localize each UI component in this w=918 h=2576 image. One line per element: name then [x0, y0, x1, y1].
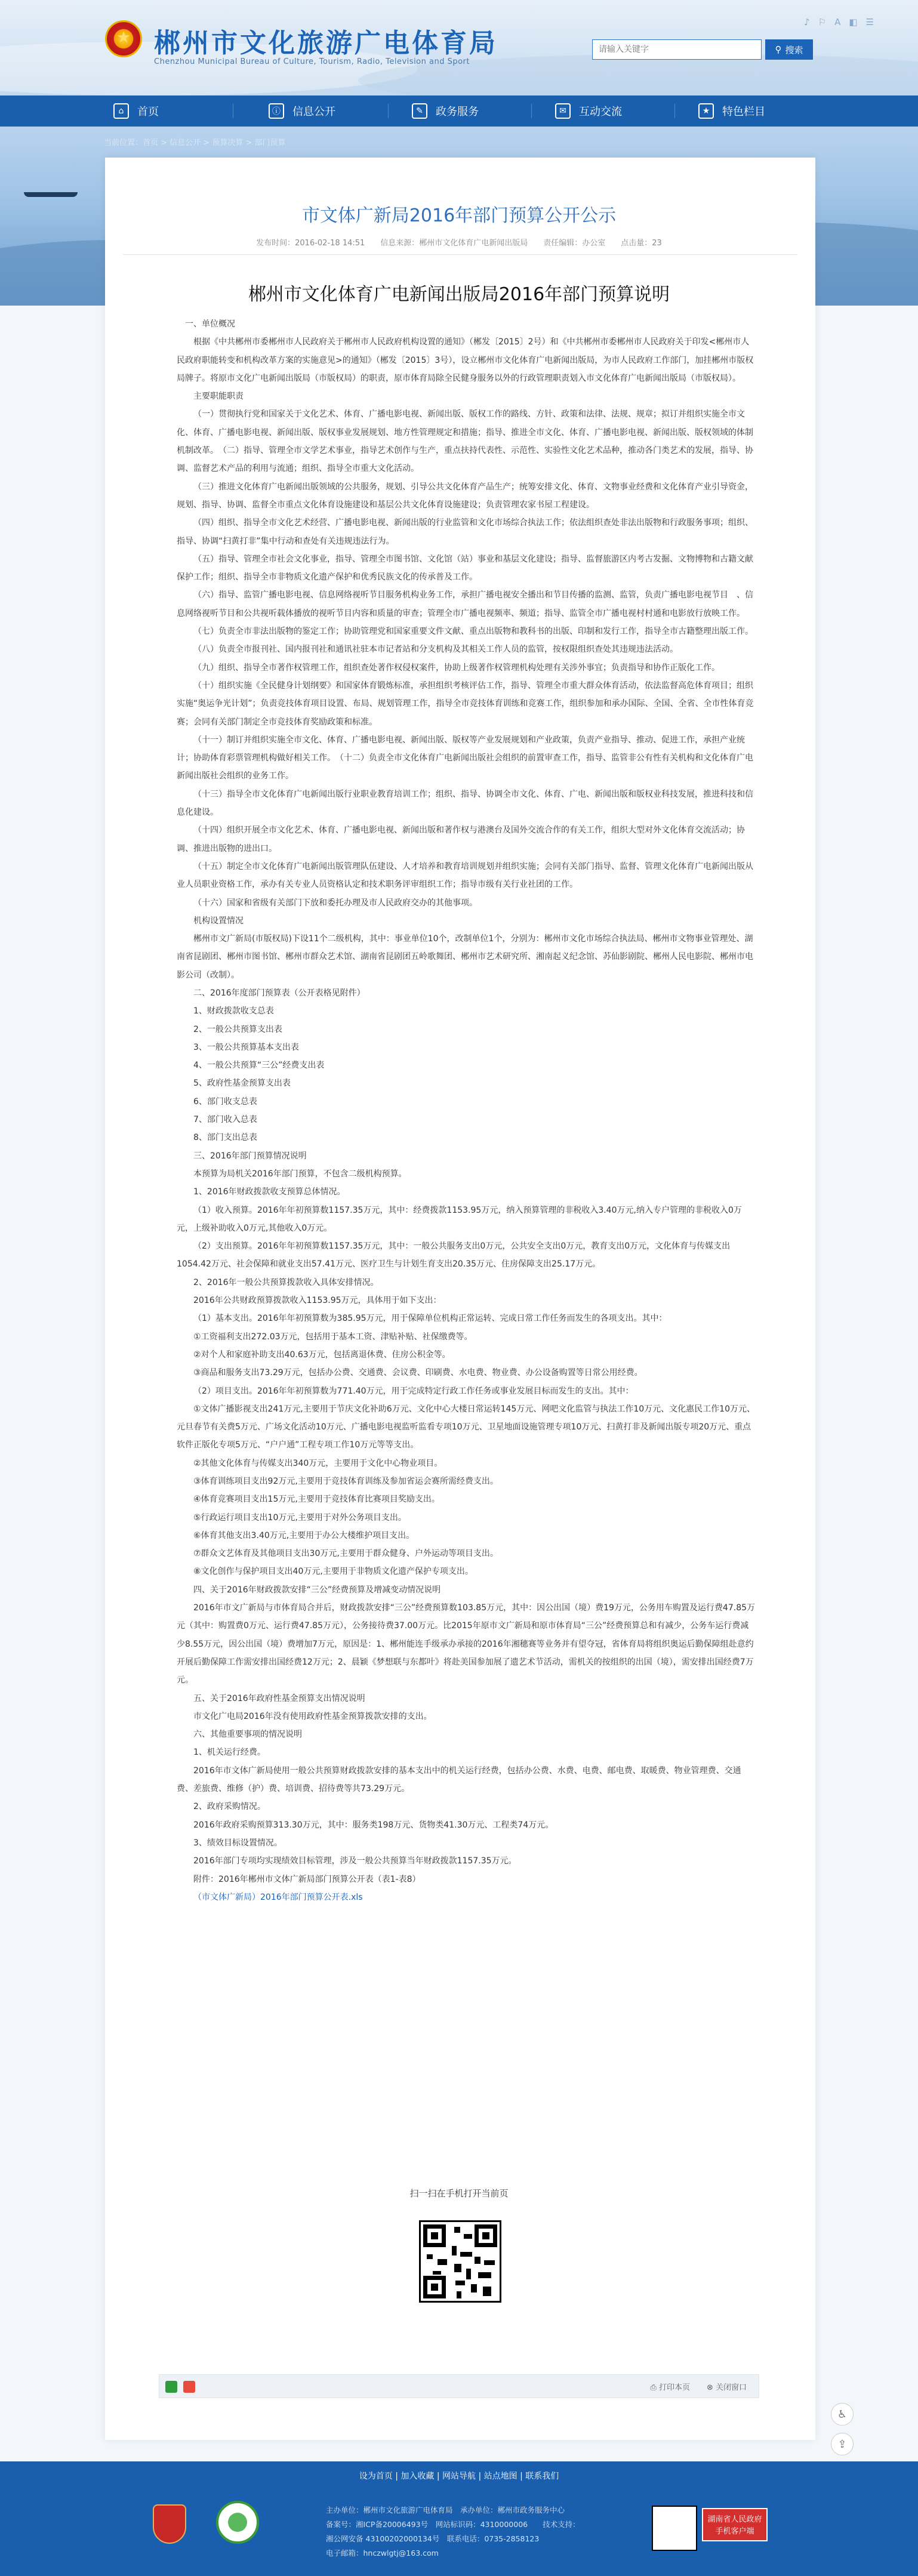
- article-paragraph: 2、政府采购情况。: [193, 1802, 266, 1812]
- nav-label: 政务服务: [436, 106, 479, 118]
- article-meta: 发布时间：2016-02-18 14:51 信息来源：郴州市文化体育广电新闻出版局 责任编辑：办公室 点击量：23: [256, 239, 662, 248]
- article-paragraph: （七）负责全市非法出版物的鉴定工作；协助管理党和国家重要文件文献、重点出版物和教科书的出版、印制和发行工作，指导全市古籍整理出版工作。: [193, 627, 753, 637]
- article-paragraph: 5、政府性基金预算支出表: [193, 1079, 291, 1089]
- nav-label: 特色栏目: [722, 106, 765, 118]
- accessibility-icon[interactable]: ♿: [831, 2403, 854, 2426]
- feature-icon: ★: [698, 103, 714, 119]
- article-paragraph: ①文体广播影视支出241万元,主要用于节庆文化补助6万元、文化中心大楼日常运转145万元、网吧文化监管与执法工作10万元、文化惠民工作10万元、元旦春节有关费5万元、广场文化活动10万元、广播电影电视监听监看专项10万元、卫星地面设施管理专项10万元、扫黄打非及新闻出版专项20万元、重点软件正版化专项5万元、“户户通”工程专项工作10万元等等支出。: [177, 1404, 755, 1450]
- article-paragraph: 主要职能职责: [193, 392, 244, 402]
- boat-decoration: [24, 192, 78, 197]
- nav-featured[interactable]: [698, 95, 765, 127]
- gov-app-label: 湖南省人民政府: [707, 2515, 762, 2524]
- nav-label: 互动交流: [579, 106, 622, 118]
- close-label: 关闭窗口: [715, 2383, 747, 2392]
- nav-label: 首页: [137, 106, 159, 118]
- header: [0, 0, 918, 95]
- article-paragraph: 四、关于2016年财政拨款安排“三公”经费预算及增减变动情况说明: [193, 1585, 441, 1595]
- article-paragraph: 市文化广电局2016年没有使用政府性基金预算拨款安排的支出。: [193, 1711, 432, 1721]
- article-paragraph: ①工资福利支出272.03万元，包括用于基本工资、津贴补贴、社保缴费等。: [193, 1332, 473, 1342]
- article-paragraph: 二、2016年度部门预算表（公开表格见附件）: [193, 988, 365, 998]
- article-paragraph: ②对个人和家庭补助支出40.63万元，包括离退休费、住房公积金等。: [193, 1349, 451, 1360]
- breadcrumb[interactable]: 当前位置：首页 > 信息公开 > 预算决算 > 部门预算: [104, 138, 286, 147]
- article-paragraph: （六）指导、监管广播电影电视、信息网络视听节目服务机构业务工作，承担广播电视安全播出和节目传播的监测、监管，负责广播电影电视节目 、信息网络视听节目和公共视听载体播放的视听节目内容和质量的审查；管理全市广播电视频率、频道；指导、监管全市广播电视村村通和电影放行放映工作。: [177, 590, 753, 618]
- tool-links: [650, 2381, 747, 2392]
- police-badge-icon[interactable]: [153, 2504, 186, 2544]
- flag-icon[interactable]: ⚐: [818, 17, 827, 27]
- article-body: [177, 315, 756, 1906]
- qr-finder: [423, 2276, 446, 2298]
- article-paragraph: （三）推进文化体育广电新闻出版领域的公共服务，规划、引导公共文化体育产品生产；统筹安排文化、体育、文物事业经费和文化体育产业引导资金，规划、指导、协调、监督全市重点文化体育设施建设和基层公共文化体育设施建设；负责管理农家书屋工程建设。: [177, 482, 753, 510]
- weibo-share-icon[interactable]: [183, 2381, 195, 2393]
- home-icon: ⌂: [113, 103, 129, 119]
- nav-divider: [531, 104, 532, 118]
- search-input[interactable]: [592, 39, 762, 60]
- article-paragraph: （一）贯彻执行党和国家关于文化艺术、体育、广播电影电视、新闻出版、版权工作的路线、方针、政策和法律、法规、规章；拟订并组织实施全市文化、体育、广播电影电视、新闻出版、版权事业发展规划、地方性管理规定和措施；指导、推进全市文化、体育、广播电影电视、新闻出版、版权领域的体制机制改革。 （二）指导、管理全市文学艺术事业，指导艺术创作与生产，重点扶持代表性、示范性、实验性文化艺术品种，推动各门类艺术的发展，指导、协调、监督艺术产品的利用与流通；组织、指导全市重大文化活动。: [177, 409, 753, 474]
- article-paragraph: 五、关于2016年政府性基金预算支出情况说明: [193, 1693, 365, 1703]
- article-paragraph: 7、部门收入总表: [193, 1115, 257, 1125]
- contrast-icon[interactable]: ◧: [849, 17, 858, 27]
- article-paragraph: （十六）国家和省级有关部门下放和委托办理及市人民政府交办的其他事项。: [193, 898, 478, 908]
- article-paragraph: （四）组织、指导全市文化艺术经营、广播电影电视、新闻出版的行业监管和文化市场综合执法工作；依法组织查处非法出版物和行政服务事项；组织、指导、协调“扫黄打非”集中行动和查处有关违规违法行为。: [177, 518, 753, 546]
- nav-label: 信息公开: [292, 106, 335, 118]
- article-paragraph: ③商品和服务支出73.29万元，包括办公费、交通费、会议费、印刷费、水电费、物业费、办公设备购置等日常公用经费。: [193, 1368, 643, 1378]
- share-icon[interactable]: ⇪: [831, 2433, 854, 2455]
- nav-info-disclosure[interactable]: [269, 95, 335, 127]
- footer-police-record: 湘公网安备 43100202000134号 联系电话：0735-2858123: [326, 2534, 540, 2543]
- print-label: 打印本页: [658, 2383, 690, 2392]
- article-paragraph: ⑧文化创作与保护项目支出40万元,主要用于非物质文化遗产保护专项支出。: [193, 1567, 473, 1577]
- print-button[interactable]: ⎙ 打印本页: [650, 2383, 690, 2392]
- footer-links[interactable]: 设为首页 | 加入收藏 | 网站导航 | 站点地图 | 联系我们: [359, 2472, 559, 2481]
- article-paragraph: 3、绩效目标设置情况。: [193, 1838, 282, 1848]
- music-icon[interactable]: ♪: [804, 17, 810, 27]
- footer-icp: 备案号：湘ICP备20006493号 网站标识码：4310000006 技术支持：: [326, 2520, 580, 2529]
- attachment-link[interactable]: （市文体广新局）2016年部门预算公开表.xls: [193, 1892, 363, 1902]
- top-links: [804, 17, 874, 27]
- footer-qr-code: [653, 2507, 696, 2550]
- chat-icon: ✉: [555, 103, 571, 119]
- nav-gov-service[interactable]: [412, 95, 479, 127]
- article-paragraph: 4、一般公共预算“三公”经费支出表: [193, 1061, 325, 1071]
- info-icon: ⓘ: [269, 103, 284, 119]
- site-title[interactable]: 郴州市文化旅游广电体育局: [154, 28, 498, 58]
- article-paragraph: 根据《中共郴州市委郴州市人民政府关于郴州市人民政府机构设置的通知》（郴发〔2015〕2号）和《中共郴州市委郴州市人民政府关于印发<郴州市人民政府职能转变和机构改革方案的实施意见>的通知》（郴发〔2015〕3号），设立郴州市文化体育广电新闻出版局，为市人民政府工作部门，加挂郴州市版权局牌子。将原市文化广电新闻出版局（市版权局）的职责，原市体育局除全民健身服务以外的行政管理职责划入市文化体育广电新闻出版局（市版权局）。: [177, 337, 754, 383]
- article-paragraph: 郴州市文广新局(市版权局)下设11个二级机构，其中：事业单位10个，改制单位1个，分别为：郴州市文化市场综合执法局、郴州市文物事业管理处、湖南省昆剧团、郴州市图书馆、郴州市群众艺术馆、湖南省昆剧团五岭歌舞团、郴州市艺术研究所、湘南起义纪念馆、苏仙影剧院、郴州人民电影院、郴州市电影公司（改制）。: [177, 934, 753, 980]
- font-size-icon[interactable]: A: [834, 17, 841, 27]
- article-paragraph: 六、其他重要事项的情况说明: [193, 1730, 302, 1740]
- qr-finder: [475, 2224, 497, 2247]
- article-tools: [159, 2374, 759, 2398]
- article-paragraph: ②其他文化体育与传媒支出340万元，主要用于文化中心物业项目。: [193, 1458, 443, 1468]
- article-paragraph: （十五）制定全市文化体育广电新闻出版管理队伍建设、人才培养和教育培训规划并组织实施；会同有关部门指导、监督、管理文化体育广电新闻出版从业人员职业资格工作，承办有关专业人员资格认定和技术职务评审组织工作；指导市级有关行业社团的工作。: [177, 861, 753, 890]
- article-paragraph: 1、财政拨款收支总表: [193, 1006, 274, 1016]
- article-title: 市文体广新局2016年部门预算公开公示: [301, 205, 617, 226]
- qr-code: [419, 2220, 501, 2303]
- article-paragraph: （九）组织、指导全市著作权管理工作，组织查处著作权侵权案件，协助上级著作权管理机构处理有关涉外事宜；负责指导和协作正版化工作。: [193, 663, 720, 673]
- article-paragraph: ⑥体育其他支出3.40万元,主要用于办公大楼维护项目支出。: [193, 1530, 415, 1540]
- qr-finder: [423, 2224, 446, 2247]
- gov-site-badge-icon[interactable]: [216, 2501, 259, 2544]
- article-paragraph: （2）支出预算。2016年年初预算数1157.35万元，其中：一般公共服务支出0万元，公共安全支出0万元，教育支出0万元，文化体育与传媒支出1054.42万元、社会保障和就业支出57.41万元、医疗卫生与计划生育支出20.35万元、住房保障支出25.17万元。: [177, 1241, 731, 1269]
- document-title: 郴州市文化体育广电新闻出版局2016年部门预算说明: [248, 284, 670, 305]
- article-paragraph: 2016年部门专项均实现绩效目标管理，涉及一般公共预算当年财政拨款1157.35万元。: [193, 1856, 517, 1866]
- divider: [123, 254, 797, 255]
- article-paragraph: 2、一般公共预算支出表: [193, 1024, 282, 1034]
- site-subtitle: Chenzhou Municipal Bureau of Culture, Tourism, Radio, Television and Sport: [154, 57, 470, 66]
- close-window-button[interactable]: ⊗ 关闭窗口: [706, 2383, 747, 2392]
- article-paragraph: （十三）指导全市文化体育广电新闻出版行业职业教育培训工作；组织、指导、协调全市文化、体育、广电、新闻出版和版权业科技发展，推进科技和信息化建设。: [177, 789, 753, 818]
- nav-divider: [674, 104, 675, 118]
- article-paragraph: 本预算为局机关2016年部门预算，不包含二级机构预算。: [193, 1169, 407, 1179]
- article-paragraph: 2016年市文体广新局使用一般公共预算财政拨款安排的基本支出中的机关运行经费，包括办公费、水费、电费、邮电费、取暖费、物业管理费、交通费、差旅费、维修（护）费、培训费、招待费等共73.29万元。: [177, 1765, 741, 1794]
- article-paragraph: 2016年市文广新局与市体育局合并后，财政拨款安排“三公”经费预算数103.85万元，其中：因公出国（境）费19万元，公务用车购置及运行费47.85万元（其中：购置费0万元、运行费47.85万元），公务接待费37.00万元。比2015年原市文广新局和原市体育局“三公”经费预算总和有减少，公务车运行费减少8.55万元，因公出国（境）费增加7万元，原因是：1、郴州能连手级承办承接的2016年湘穗赛等业务并有望夺冠，省体育局将组织奥运后勤保障组赴意约开展后勤保障工作需安排出国经费12万元；2、晨颖《梦想联与东都叶》将赴美国参加展了遗艺术节活动，需机关的按组织的出国（境），需安排出国经费7万元。: [177, 1603, 756, 1686]
- search-button[interactable]: [765, 39, 813, 60]
- qr-caption: 扫一扫在手机打开当前页: [409, 2188, 509, 2199]
- nav-divider: [388, 104, 389, 118]
- article-paragraph: 一、单位概况: [185, 319, 235, 329]
- article-paragraph: 2016年政府采购预算313.30万元，其中：服务类198万元、货物类41.30万元、工程类74万元。: [193, 1820, 554, 1830]
- article-paragraph: 8、部门支出总表: [193, 1133, 257, 1143]
- article-paragraph: 2016年公共财政预算拨款收入1153.95万元，具体用于如下支出：: [193, 1296, 442, 1306]
- article-paragraph: 6、部门收支总表: [193, 1096, 257, 1107]
- article-paragraph: （八）负责全市报刊社、国内报刊社和通讯社驻本市记者站和分支机构及其相关工作人员的监管，按权限组织查处其违规违法活动。: [193, 645, 678, 655]
- national-emblem-icon: [105, 20, 142, 57]
- article-paragraph: （十）组织实施《全民健身计划纲要》和国家体育锻炼标准，承担组织考核评估工作，指导、管理全市重大群众体育活动，依法监督高危体育项目；组织实施“奥运争光计划”；负责竞技体育项目设置、布局、规划管理工作，指导全市竞技体育训练和竞赛工作，组织参加和承办国际、全国、全省、全市性体育竞赛；会同有关部门制定全市竞技体育奖励政策和标准。: [177, 680, 754, 727]
- article-paragraph: 2、2016年一般公共预算拨款收入具体安排情况。: [193, 1277, 379, 1287]
- wechat-share-icon[interactable]: [165, 2381, 177, 2393]
- search-button-label: 搜索: [785, 44, 803, 56]
- search-icon: ⚲: [775, 44, 782, 55]
- article-paragraph: ⑤行政运行项目支出10万元,主要用于对外公务项目支出。: [193, 1512, 406, 1523]
- nav-home[interactable]: [113, 95, 159, 127]
- main-nav: [0, 95, 918, 127]
- article-paragraph: 1、机关运行经费。: [193, 1748, 266, 1758]
- article-paragraph: （2）项目支出。2016年年初预算数为771.40万元，用于完成特定行政工作任务或事业发展目标而发生的支出。其中：: [193, 1386, 634, 1396]
- service-icon: ✎: [412, 103, 427, 119]
- article-paragraph: （十一）制订并组织实施全市文化、体育、广播电影电视、新闻出版、版权等产业发展规划和产业政策，负责产业指导、推动、促进工作，承担产业统计；协助体育彩票管理机构做好相关工作。 （十二）负责全市文化体育广电新闻出版社会组织的前置审查工作，指导、监管非公有性有关机构和文化体育广电新闻出版社会组织的业务工作。: [177, 735, 753, 781]
- article-paragraph: 机构设置情况: [193, 916, 244, 926]
- article-paragraph: 1、2016年财政拨款收支预算总体情况。: [193, 1187, 346, 1197]
- article-paragraph: 3、一般公共预算基本支出表: [193, 1042, 299, 1052]
- hunan-gov-app-link[interactable]: [702, 2508, 768, 2541]
- nav-interaction[interactable]: [555, 95, 622, 127]
- article-paragraph: （五）指导、管理全市社会文化事业，指导、管理全市图书馆、文化馆（站）事业和基层文化建设；指导、监督旅游区内考古发掘、文物博物和古籍文献保护工作；组织、指导全市非物质文化遗产保护和优秀民族文化的传承普及工作。: [177, 554, 753, 583]
- footer-info: [326, 2503, 580, 2560]
- menu-icon[interactable]: ☰: [865, 17, 874, 27]
- article-paragraph: ④体育竞赛项目支出15万元,主要用于竞技体育比赛项目奖励支出。: [193, 1495, 440, 1505]
- article-paragraph: ③体育训练项目支出92万元,主要用于竞技体育训练及参加省运会赛所需经费支出。: [193, 1477, 498, 1486]
- footer-email: 电子邮箱：hnczwlgtj@163.com: [326, 2549, 439, 2557]
- article-paragraph: （1）收入预算。2016年年初预算数1157.35万元，其中：经费拨款1153.95万元，纳入预算管理的非税收入3.40万元,纳入专户管理的非税收入0万元，上级补助收入0万元,其他收入0万元。: [177, 1205, 742, 1233]
- attachment-row: [177, 1888, 756, 1906]
- article-paragraph: ⑦群众文艺体育及其他项目支出30万元,主要用于群众健身、户外运动等项目支出。: [193, 1549, 498, 1559]
- article-paragraph: （十四）组织开展全市文化艺术、体育、广播电影电视、新闻出版和著作权与港澳台及国外交流合作的有关工作，组织大型对外文化体育交流活动；协调、推进出版物的进出口。: [177, 825, 745, 853]
- article-paragraph: （1）基本支出。2016年年初预算数为385.95万元，用于保障单位机构正常运转、完成日常工作任务而发生的各项支出。其中：: [193, 1314, 667, 1324]
- article-paragraph: 附件：2016年郴州市文体广新局部门预算公开表（表1-表8）: [193, 1874, 421, 1884]
- gov-app-sublabel: 手机客户端: [715, 2527, 754, 2536]
- footer-sponsor: 主办单位：郴州市文化旅游广电体育局 承办单位：郴州市政务服务中心: [326, 2506, 565, 2515]
- share-group: [165, 2381, 195, 2393]
- article-paragraph: 三、2016年部门预算情况说明: [193, 1151, 307, 1161]
